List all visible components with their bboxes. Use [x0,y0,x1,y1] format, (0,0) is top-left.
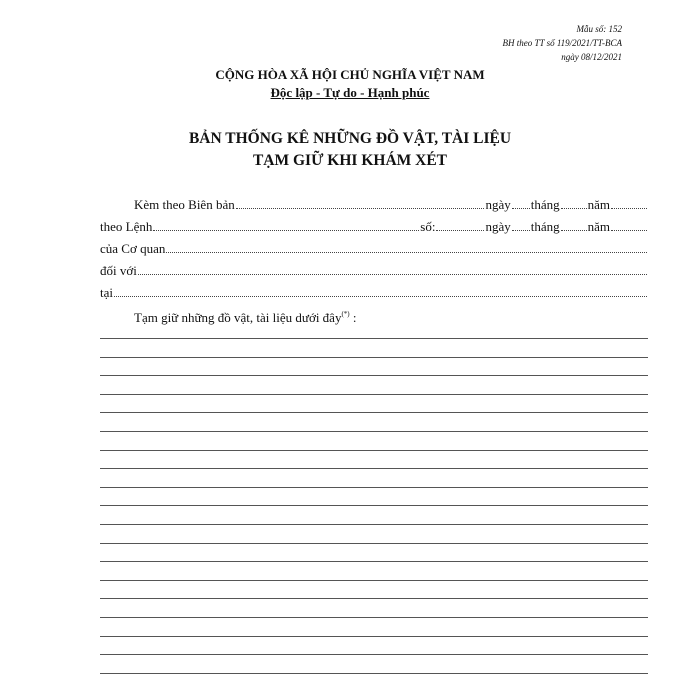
agency-field[interactable] [166,238,647,253]
title-line-2: TẠM GIỮ KHI KHÁM XÉT [252,152,448,169]
item-line[interactable] [100,375,648,394]
form-fields [100,194,648,304]
item-line[interactable] [100,617,648,636]
item-line[interactable] [100,431,648,450]
label-at: tại [100,285,113,300]
title-line-1: BẢN THỐNG KÊ NHỮNG ĐỒ VẬT, TÀI LIỆU [188,130,512,147]
item-line[interactable] [100,412,648,431]
record-month-field[interactable] [561,194,587,209]
item-line[interactable] [100,505,648,524]
national-motto: Độc lập - Tự do - Hạnh phúc [270,85,430,100]
order-field[interactable] [153,216,419,231]
order-year-field[interactable] [611,216,647,231]
document-title [0,128,700,172]
item-line[interactable] [100,487,648,506]
label-order: theo Lệnh [100,219,153,234]
intro-text: Tạm giữ những đồ vật, tài liệu dưới đây [134,310,342,325]
label-order-month: tháng [530,219,560,234]
label-day: ngày [485,197,511,212]
item-line[interactable] [100,468,648,487]
row-at [100,282,648,304]
location-field[interactable] [114,282,647,297]
label-agency: của Cơ quan [100,241,166,256]
row-against [100,260,648,282]
record-year-field[interactable] [611,194,647,209]
item-line[interactable] [100,338,648,357]
row-agency [100,238,648,260]
item-line[interactable] [100,580,648,599]
items-lines [100,338,648,691]
national-header [0,66,700,102]
form-date: ngày 08/12/2021 [561,52,622,62]
item-line[interactable] [100,636,648,655]
order-number-field[interactable] [436,216,484,231]
form-circular: BH theo TT số 119/2021/TT-BCA [502,38,622,48]
items-intro [134,304,357,328]
label-year: năm [587,197,610,212]
order-day-field[interactable] [512,216,530,231]
order-month-field[interactable] [561,216,587,231]
nation-name: CỘNG HÒA XÃ HỘI CHỦ NGHĨA VIỆT NAM [215,67,485,82]
intro-colon: : [349,310,357,325]
item-line[interactable] [100,673,648,692]
item-line[interactable] [100,357,648,376]
label-order-year: năm [587,219,610,234]
label-number: số: [420,219,436,234]
against-field[interactable] [138,260,647,275]
form-code [502,22,622,64]
item-line[interactable] [100,543,648,562]
label-against: đối với [100,263,137,278]
label-attached-record: Kèm theo Biên bản [134,197,235,212]
item-line[interactable] [100,598,648,617]
item-line[interactable] [100,524,648,543]
item-line[interactable] [100,394,648,413]
row-order [100,216,648,238]
item-line[interactable] [100,450,648,469]
footnote-marker: (*) [341,310,350,318]
record-field[interactable] [236,194,485,209]
label-order-day: ngày [485,219,511,234]
item-line[interactable] [100,654,648,673]
item-line[interactable] [100,561,648,580]
label-month: tháng [530,197,560,212]
row-attached-record [100,194,648,216]
record-day-field[interactable] [512,194,530,209]
form-number: Mẫu số: 152 [576,24,622,34]
